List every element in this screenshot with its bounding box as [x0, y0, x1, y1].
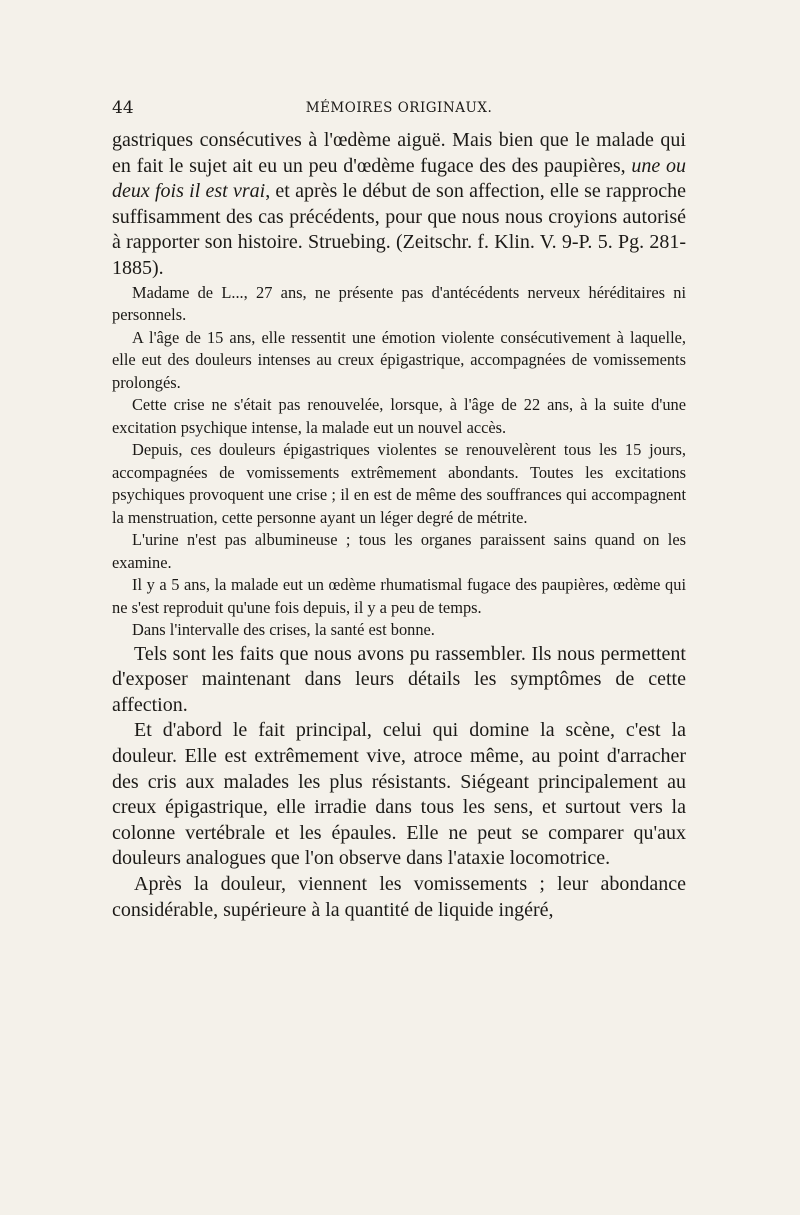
document-page: [112, 98, 686, 923]
case-paragraph: Madame de L..., 27 ans, ne présente pas d'antécédents nerveux héréditaires ni personnels.: [112, 282, 686, 325]
case-paragraph: Dans l'intervalle des crises, la santé est bonne.: [132, 620, 435, 640]
discussion-paragraph: Tels sont les faits que nous avons pu rassembler. Ils nous permettent d'exposer maintenant dans leurs détails les symptômes de cette affection.: [112, 642, 686, 716]
case-report: [112, 282, 686, 642]
case-paragraph: Il y a 5 ans, la malade eut un œdème rhumatismal fugace des paupières, œdème qui ne s'est reproduit qu'une fois depuis, il y a peu de temps.: [112, 575, 686, 617]
case-paragraph: Cette crise ne s'était pas renouvelée, lorsque, à l'âge de 22 ans, à la suite d'une excitation psychique intense, la malade eut un nouvel accès.: [112, 395, 686, 437]
discussion-paragraph: Après la douleur, viennent les vomissements ; leur abondance considérable, supérieure à la quantité de liquide ingéré,: [112, 872, 686, 921]
case-paragraph: Depuis, ces douleurs épigastriques violentes se renouvelèrent tous les 15 jours, accompagnées de vomissements extrêmement abondants. Toutes les excitations psychiques provoquent une crise ; il en est de même des souffrances qui accompagnent la menstruation, cette personne ayant un léger degré de métrite.: [112, 440, 686, 527]
running-title: MÉMOIRES ORIGINAUX.: [305, 100, 493, 116]
case-paragraph: L'urine n'est pas albumineuse ; tous les organes paraissent sains quand on les examine.: [112, 530, 686, 572]
page-number: 44: [112, 98, 134, 118]
intro-paragraph: [112, 128, 686, 282]
page-header: [112, 98, 686, 128]
discussion-section: [112, 642, 686, 924]
intro-text-start: gastriques consécutives à l'œdème aiguë. Mais bien que le malade qui en fait le sujet ait eu un peu d'œdème fugace des des paupières,: [112, 129, 686, 177]
intro-italic-phrase: une ou deux fois il est vrai: [112, 154, 686, 203]
intro-text-end: , et après le début de son affection, elle se rapproche suffisamment des cas précédents, pour que nous nous croyions autorisé à rapporter son histoire. Struebing. (Zeitschr. f. Klin. V. 9-P. 5. Pg. 281-1885).: [112, 180, 686, 279]
case-paragraph: A l'âge de 15 ans, elle ressentit une émotion violente consécutivement à laquelle, elle eut des douleurs intenses au creux épigastrique, accompagnées de vomissements prolongés.: [112, 327, 686, 392]
discussion-paragraph: Et d'abord le fait principal, celui qui domine la scène, c'est la douleur. Elle est extrêmement vive, atroce même, au point d'arracher des cris aux malades les plus résistants. Siégeant principalement au creux épigastrique, elle irradie dans tous les sens, et surtout vers la colonne vertébrale et les épaules. Elle ne peut se comparer qu'aux douleurs analogues que l'on observe dans l'ataxie locomotrice.: [112, 719, 686, 870]
